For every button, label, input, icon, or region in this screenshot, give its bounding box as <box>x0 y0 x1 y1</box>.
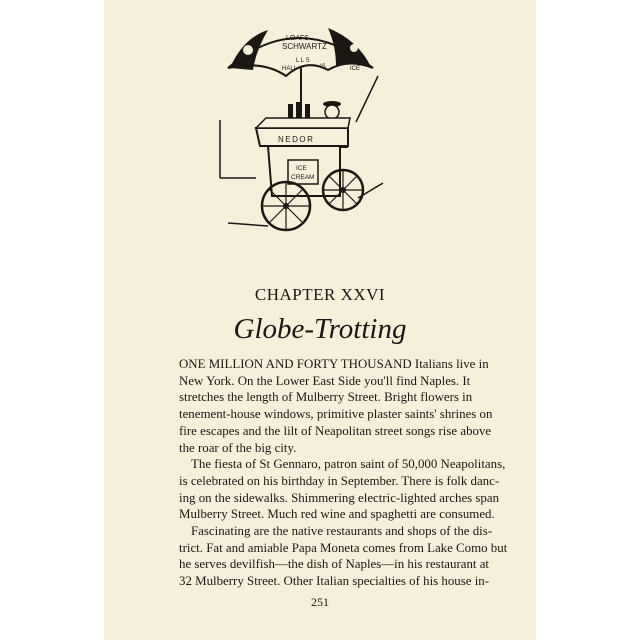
ice-cream-cart-illustration <box>208 18 398 248</box>
text-line: is celebrated on his birthday in September. There is folk danc- <box>179 473 500 488</box>
text-line: 32 Mulberry Street. Other Italian specialties of his house in- <box>179 574 490 589</box>
cart-sign-line-1: ICE <box>296 165 307 172</box>
text-line: ing on the sidewalks. Shimmering electric-lighted arches span <box>179 490 500 505</box>
umbrella-text-6: ICE <box>350 66 361 72</box>
text-line: the roar of the big city. <box>179 440 297 455</box>
text-line: The fiesta of St Gennaro, patron saint of 50,000 Neapolitans, <box>191 457 506 472</box>
text-line: New York. On the Lower East Side you'll find Naples. It <box>179 373 471 388</box>
cart-sign-line-2: CREAM <box>291 174 315 181</box>
chapter-title: Globe-Trotting <box>233 313 407 345</box>
page-number: 251 <box>311 595 329 609</box>
umbrella-text-2: SCHWARTZ <box>282 42 327 51</box>
text-line: stretches the length of Mulberry Street. Bright flowers in <box>179 390 473 405</box>
body-text <box>179 356 508 590</box>
text-line: Fascinating are the native restaurants and shops of the dis- <box>191 524 493 539</box>
cart-front-text: NEDOR <box>278 135 315 144</box>
umbrella-text-3: L L S <box>296 58 310 64</box>
text-line: fire escapes and the lilt of Neapolitan street songs rise above <box>179 423 492 438</box>
umbrella-text-1: LOAFS <box>286 35 309 42</box>
chapter-heading: CHAPTER XXVI <box>254 285 386 304</box>
umbrella-text-4: HALL <box>282 66 298 72</box>
text-line: Mulberry Street. Much red wine and spaghetti are consumed. <box>179 507 495 522</box>
text-line: tenement-house windows, primitive plaster saints' shrines on <box>179 407 493 422</box>
text-line: he serves devilfish—the dish of Naples—in his restaurant at <box>179 557 490 572</box>
text-line: ONE MILLION AND FORTY THOUSAND Italians live in <box>179 357 489 371</box>
text-line: trict. Fat and amiable Papa Moneta comes from Lake Como but <box>179 540 508 555</box>
umbrella-text-5: IS <box>320 64 326 70</box>
